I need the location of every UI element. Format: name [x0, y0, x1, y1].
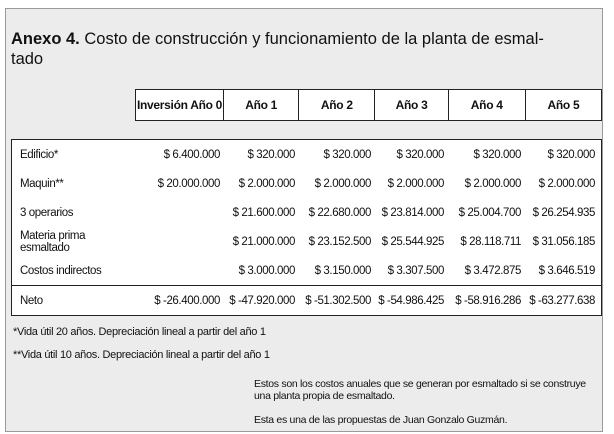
table-cell: $ 25.544.925 — [381, 235, 444, 248]
table-cell: $ 320.000 — [396, 148, 444, 161]
header-year-1: Año 1 — [223, 90, 298, 120]
table-cell: $ 320.000 — [473, 148, 521, 161]
header-year-3: Año 3 — [374, 90, 447, 120]
table-cell: $ -58.916.286 — [455, 294, 521, 307]
annex-title-line2: tado — [11, 50, 44, 68]
row-label: Costos indirectos — [20, 264, 102, 277]
table-cell: $ 3.472.875 — [464, 264, 521, 277]
row-label: 3 operarios — [20, 206, 74, 219]
table-cell: $ 23.152.500 — [308, 235, 371, 248]
table-cell: $ 320.000 — [323, 148, 371, 161]
header-year-5: Año 5 — [525, 90, 601, 120]
table-cell: $ 320.000 — [247, 148, 295, 161]
note-proposal: Esta es una de las propuestas de Juan Gonzalo Guzmán. — [254, 414, 508, 426]
annex-title — [11, 29, 601, 69]
table-cell: $ 3.307.500 — [387, 264, 444, 277]
table-cell: $ 2.000.000 — [538, 177, 595, 190]
table-cell: $ -63.277.638 — [529, 294, 595, 307]
table-cell: $ -54.986.425 — [378, 294, 444, 307]
table-cell: $ -26.400.000 — [154, 294, 220, 307]
table-row — [12, 256, 601, 285]
table-cell: $ 3.000.000 — [238, 264, 295, 277]
cost-table — [11, 139, 602, 316]
table-cell: $ 22.680.000 — [308, 206, 371, 219]
table-cell: $ 31.056.185 — [532, 235, 595, 248]
table-cell: $ 20.000.000 — [157, 177, 220, 190]
row-label: Materia prima esmaltado — [20, 229, 86, 254]
annex-number: Anexo 4. — [11, 30, 80, 48]
table-cell: $ 6.400.000 — [163, 148, 220, 161]
table-cell: $ 25.004.700 — [458, 206, 521, 219]
table-cell: $ 3.646.519 — [538, 264, 595, 277]
table-cell: $ 21.600.000 — [232, 206, 295, 219]
table-cell: $ 28.118.711 — [460, 235, 521, 248]
table-cell: $ -47.920.000 — [229, 294, 295, 307]
footnote-building: *Vida útil 20 años. Depreciación lineal a partir del año 1 — [13, 326, 266, 338]
table-row — [12, 169, 601, 198]
table-row — [12, 227, 601, 256]
row-label: Neto — [20, 294, 43, 307]
note-annual-costs — [254, 378, 594, 402]
header-year-0: Inversión Año 0 — [136, 98, 223, 112]
table-header — [135, 89, 602, 121]
table-cell: $ 21.000.000 — [232, 235, 295, 248]
table-cell: $ 3.150.000 — [314, 264, 371, 277]
table-cell: $ 2.000.000 — [314, 177, 371, 190]
header-year-4: Año 4 — [448, 90, 525, 120]
table-cell: $ 2.000.000 — [464, 177, 521, 190]
table-row — [12, 198, 601, 227]
table-cell: $ 2.000.000 — [387, 177, 444, 190]
table-cell: $ 2.000.000 — [238, 177, 295, 190]
table-cell: $ 320.000 — [547, 148, 595, 161]
table-row-total — [12, 285, 601, 315]
header-year-2: Año 2 — [298, 90, 374, 120]
note-line-2: una planta propia de esmaltado. — [254, 390, 395, 402]
annex-title-text: Costo de construcción y funcionamiento de la planta de esmal- — [79, 30, 544, 48]
table-cell: $ -51.302.500 — [305, 294, 371, 307]
note-line-1: Estos son los costos anuales que se generan por esmaltado si se construye — [254, 378, 586, 390]
footnote-machinery: **Vida útil 10 años. Depreciación lineal a partir del año 1 — [13, 349, 270, 361]
row-label: Edificio* — [20, 148, 58, 161]
table-cell: $ 26.254.935 — [532, 206, 595, 219]
table-cell: $ 23.814.000 — [381, 206, 444, 219]
row-label: Maquin** — [20, 177, 64, 190]
table-row — [12, 140, 601, 169]
